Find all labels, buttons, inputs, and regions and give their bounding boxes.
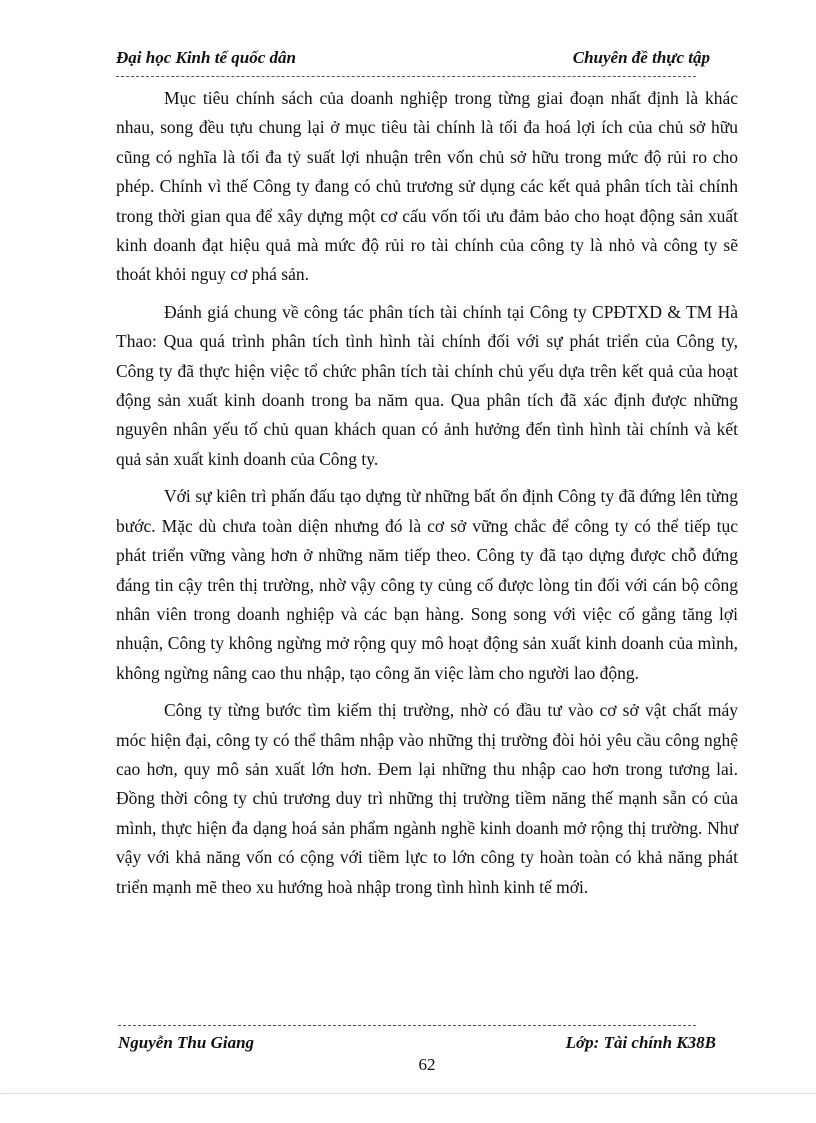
paragraph-3: Với sự kiên trì phấn đấu tạo dựng từ những bất ổn định Công ty đã đứng lên từng bước. Mặc dù chưa toàn diện nhưng đó là cơ sở vững chắc để công ty có thể tiếp tục phát triển vững vàng hơn ở những năm tiếp theo. Công ty đã tạo dựng được chỗ đứng đáng tin cậy trên thị trường, nhờ vậy công ty củng cố được lòng tin đối với cán bộ công nhân viên trong doanh nghiệp và các bạn hàng. Song song với việc cố gắng tăng lợi nhuận, Công ty không ngừng mở rộng quy mô hoạt động sản xuất kinh doanh của mình, không ngừng nâng cao thu nhập, tạo công ăn việc làm cho người lao động. [116,486,738,683]
footer-divider [118,1025,696,1026]
footer-author: Nguyễn Thu Giang [118,1033,255,1052]
document-body [116,84,738,910]
paragraph-1: Mục tiêu chính sách của doanh nghiệp trong từng giai đoạn nhất định là khác nhau, song đều tựu chung lại ở mục tiêu tài chính là tối đa hoá lợi ích của chủ sở hữu cũng có nghĩa là tối đa tỷ suất lợi nhuận trên vốn chủ sở hữu trong mức độ rủi ro cho phép. Chính vì thế Công ty đang có chủ trương sử dụng các kết quả phân tích tài chính trong thời gian qua để xây dựng một cơ cấu vốn tối ưu đảm bảo cho hoạt động sản xuất kinh doanh đạt hiệu quả mà mức độ rủi ro tài chính của công ty là nhỏ và công ty sẽ thoát khỏi nguy cơ phá sản. [116,88,738,285]
page-footer [118,1033,716,1055]
page-header [116,48,710,70]
page-number: 62 [418,1055,436,1074]
paragraph-2: Đánh giá chung về công tác phân tích tài chính tại Công ty CPĐTXD & TM Hà Thao: Qua quá trình phân tích tình hình tài chính đối với sự phát triển của Công ty, Công ty đã thực hiện việc tổ chức phân tích tài chính chủ yếu dựa trên kết quả của hoạt động sản xuất kinh doanh trong ba năm qua. Qua phân tích đã xác định được những nguyên nhân yếu tố chủ quan khách quan có ảnh hưởng đến tình hình tài chính và kết quả sản xuất kinh doanh của Công ty. [116,301,738,469]
header-university: Đại học Kinh tế quốc dân [116,48,296,67]
page-edge-divider [0,1093,816,1094]
paragraph-4: Công ty từng bước tìm kiếm thị trường, nhờ có đầu tư vào cơ sở vật chất máy móc hiện đại, công ty có thể thâm nhập vào những thị trường đòi hỏi yêu cầu công nghệ cao hơn, quy mô sản xuất lớn hơn. Đem lại những thu nhập cao hơn trong tương lai. Đồng thời công ty chủ trương duy trì những thị trường tiềm năng thế mạnh sẵn có của mình, thực hiện đa dạng hoá sản phẩm ngành nghề kinh doanh mở rộng thị trường. Như vậy với khả năng vốn có cộng với tiềm lực to lớn công ty hoàn toàn có khả năng phát triển mạnh mẽ theo xu hướng hoà nhập trong tình hình kinh tế mới. [116,700,738,897]
footer-class: Lớp: Tài chính K38B [565,1033,716,1052]
header-divider [116,76,696,77]
header-document-type: Chuyên đề thực tập [572,48,710,67]
